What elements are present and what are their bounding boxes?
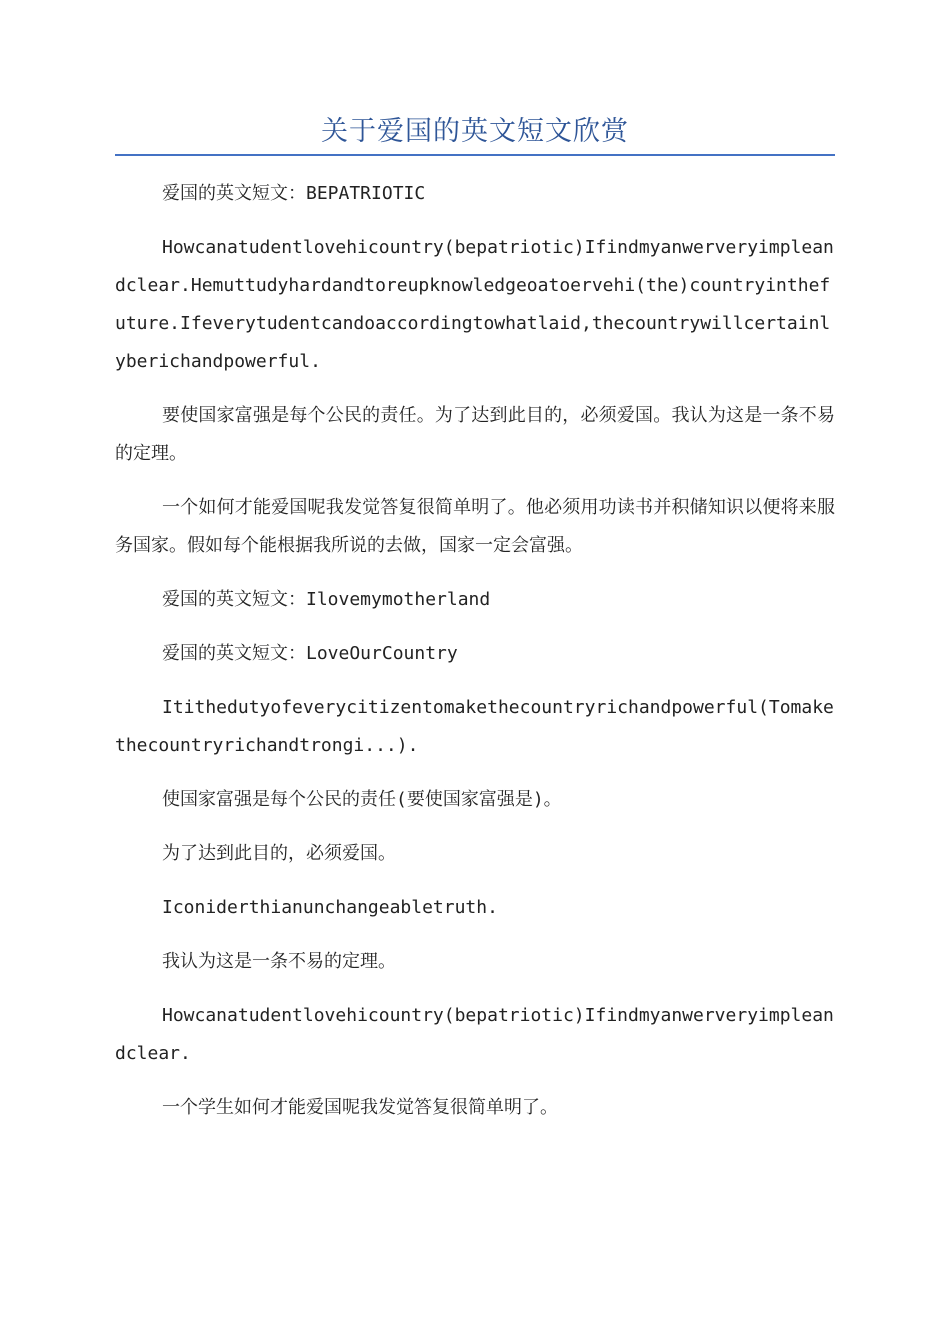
paragraph: Howcanatudentlovehicountry(bepatriotic)Ifindmyanwerveryimpleandclear. bbox=[115, 1005, 834, 1064]
paragraph: 为了达到此目的，必须爱国。 bbox=[162, 843, 396, 864]
document-body bbox=[115, 175, 835, 1143]
paragraph: Iconiderthianunchangeabletruth. bbox=[162, 897, 498, 918]
paragraph: 爱国的英文短文：LoveOurCountry bbox=[162, 643, 458, 664]
paragraph: Howcanatudentlovehicountry(bepatriotic)Ifindmyanwerveryimpleandclear.Hemuttudyhardandtoreupknowledgeoatoervehi(the)countryinthefuture.Ifeverytudentcandoaccordingtowhatlaid,thecountrywillcertainlyberichandpowerful. bbox=[115, 237, 834, 372]
title-underline bbox=[115, 154, 835, 156]
paragraph: 爱国的英文短文：Ilovemymotherland bbox=[162, 589, 491, 610]
paragraph: 爱国的英文短文：BEPATRIOTIC bbox=[162, 183, 426, 204]
document-title: 关于爱国的英文短文欣赏 bbox=[321, 116, 629, 147]
paragraph: 使国家富强是每个公民的责任(要使国家富强是)。 bbox=[162, 789, 562, 810]
paragraph: 要使国家富强是每个公民的责任。为了达到此目的，必须爱国。我认为这是一条不易的定理。 bbox=[115, 405, 835, 464]
paragraph: 一个如何才能爱国呢我发觉答复很简单明了。他必须用功读书并积储知识以便将来服务国家。假如每个能根据我所说的去做，国家一定会富强。 bbox=[115, 497, 835, 556]
paragraph: 我认为这是一条不易的定理。 bbox=[162, 951, 396, 972]
paragraph: Itithedutyofeverycitizentomakethecountryrichandpowerful(Tomakethecountryrichandtrongi...). bbox=[115, 697, 834, 756]
paragraph: 一个学生如何才能爱国呢我发觉答复很简单明了。 bbox=[162, 1097, 558, 1118]
